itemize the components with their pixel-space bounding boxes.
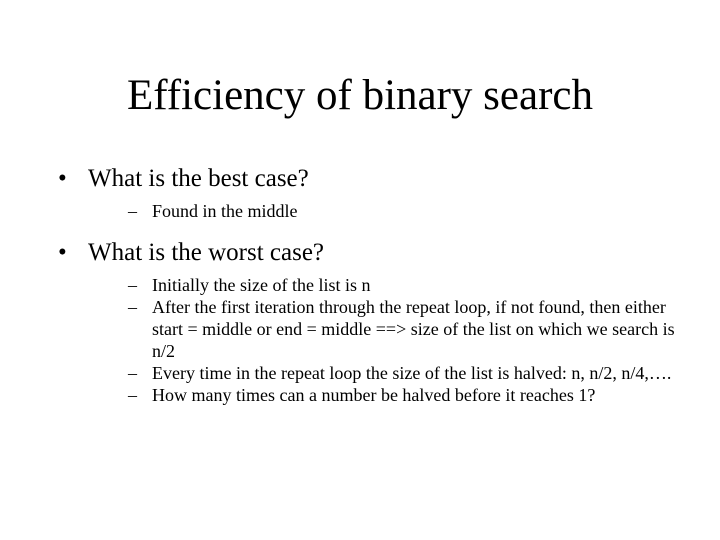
bullet-item-worst-case — [58, 236, 678, 406]
sub-marker: – — [128, 275, 137, 295]
sub-marker: – — [128, 201, 137, 221]
sub-item — [128, 200, 678, 222]
sub-marker: – — [128, 363, 137, 383]
bullet-list — [58, 162, 678, 406]
sub-text: How many times can a number be halved before it reaches 1? — [152, 385, 596, 405]
sub-text: Found in the middle — [152, 201, 298, 221]
bullet-marker: • — [58, 239, 67, 266]
sub-list — [128, 274, 678, 406]
bullet-spacer — [58, 222, 678, 236]
sub-marker: – — [128, 297, 137, 317]
bullet-marker: • — [58, 165, 67, 192]
sub-item — [128, 296, 678, 362]
slide-title: Efficiency of binary search — [126, 72, 593, 119]
sub-text: After the first iteration through the repeat loop, if not found, then either start = middle or end = middle ==> size of the list on which we search is n/2 — [152, 297, 675, 361]
bullet-item-best-case — [58, 162, 678, 222]
sub-item — [128, 362, 678, 384]
sub-text: Every time in the repeat loop the size of the list is halved: n, n/2, n/4,…. — [152, 363, 672, 383]
sub-list — [128, 200, 678, 222]
sub-marker: – — [128, 385, 137, 405]
sub-text: Initially the size of the list is n — [152, 275, 371, 295]
bullet-text: What is the worst case? — [88, 239, 325, 266]
sub-item — [128, 274, 678, 296]
bullet-text: What is the best case? — [88, 165, 309, 192]
sub-item — [128, 384, 678, 406]
